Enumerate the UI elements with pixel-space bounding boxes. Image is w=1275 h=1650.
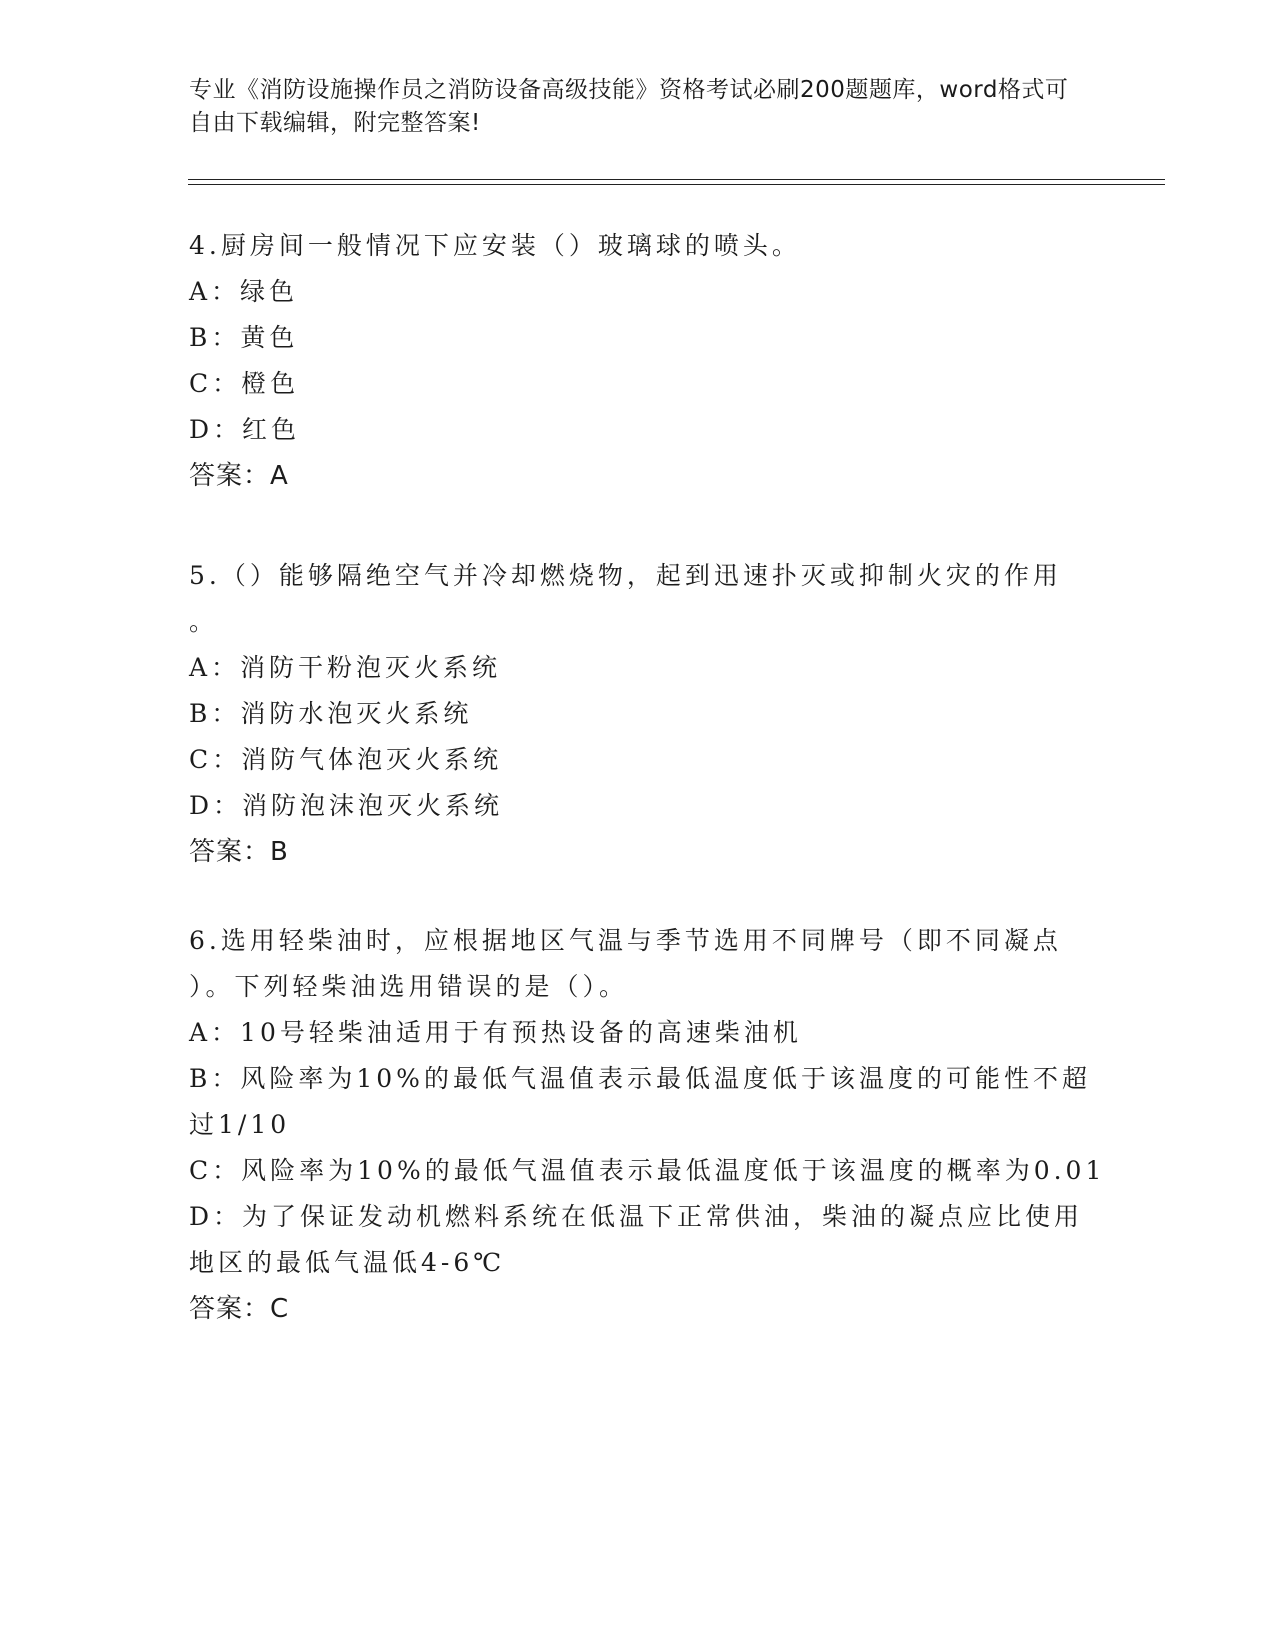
answer-label: 答案：A xyxy=(189,461,289,491)
question-6 xyxy=(189,918,1106,1332)
option-a: A：消防干粉泡灭火系统 xyxy=(189,653,502,682)
answer-label: 答案：C xyxy=(189,1294,290,1324)
option-d-continued: 地区的最低气温低4-6℃ xyxy=(189,1248,506,1277)
document-header: 专业《消防设施操作员之消防设备高级技能》资格考试必刷200题题库，word格式可自由下载编辑，附完整答案! xyxy=(189,77,1069,136)
header-divider-top xyxy=(188,179,1165,180)
question-5 xyxy=(189,553,1089,875)
header-divider-bottom xyxy=(188,184,1165,185)
option-b-continued: 过1/10 xyxy=(189,1110,291,1139)
option-c: C：橙色 xyxy=(189,369,300,398)
option-d: D：消防泡沫泡灭火系统 xyxy=(189,791,504,820)
option-a: A：10号轻柴油适用于有预热设备的高速柴油机 xyxy=(189,1018,802,1047)
question-4 xyxy=(189,223,1089,499)
option-d: D：红色 xyxy=(189,415,301,444)
answer-label: 答案：B xyxy=(189,837,289,867)
question-stem: 4.厨房间一般情况下应安装（）玻璃球的喷头。 xyxy=(189,231,801,260)
option-d: D：为了保证发动机燃料系统在低温下正常供油，柴油的凝点应比使用 xyxy=(189,1202,1084,1231)
question-stem-continued: ）。下列轻柴油选用错误的是（）。 xyxy=(189,972,629,1001)
option-c: C：消防气体泡灭火系统 xyxy=(189,745,503,774)
question-stem-continued: 。 xyxy=(189,607,219,636)
option-c: C：风险率为10%的最低气温值表示最低温度低于该温度的概率为0.01 xyxy=(189,1156,1106,1185)
option-b: B：黄色 xyxy=(189,323,299,352)
option-a: A：绿色 xyxy=(189,277,299,306)
question-stem: 5.（）能够隔绝空气并冷却燃烧物，起到迅速扑灭或抑制火灾的作用 xyxy=(189,561,1062,590)
option-b: B：风险率为10%的最低气温值表示最低温度低于该温度的可能性不超 xyxy=(189,1064,1091,1093)
question-stem: 6.选用轻柴油时，应根据地区气温与季节选用不同牌号（即不同凝点 xyxy=(189,926,1062,955)
option-b: B：消防水泡灭火系统 xyxy=(189,699,473,728)
